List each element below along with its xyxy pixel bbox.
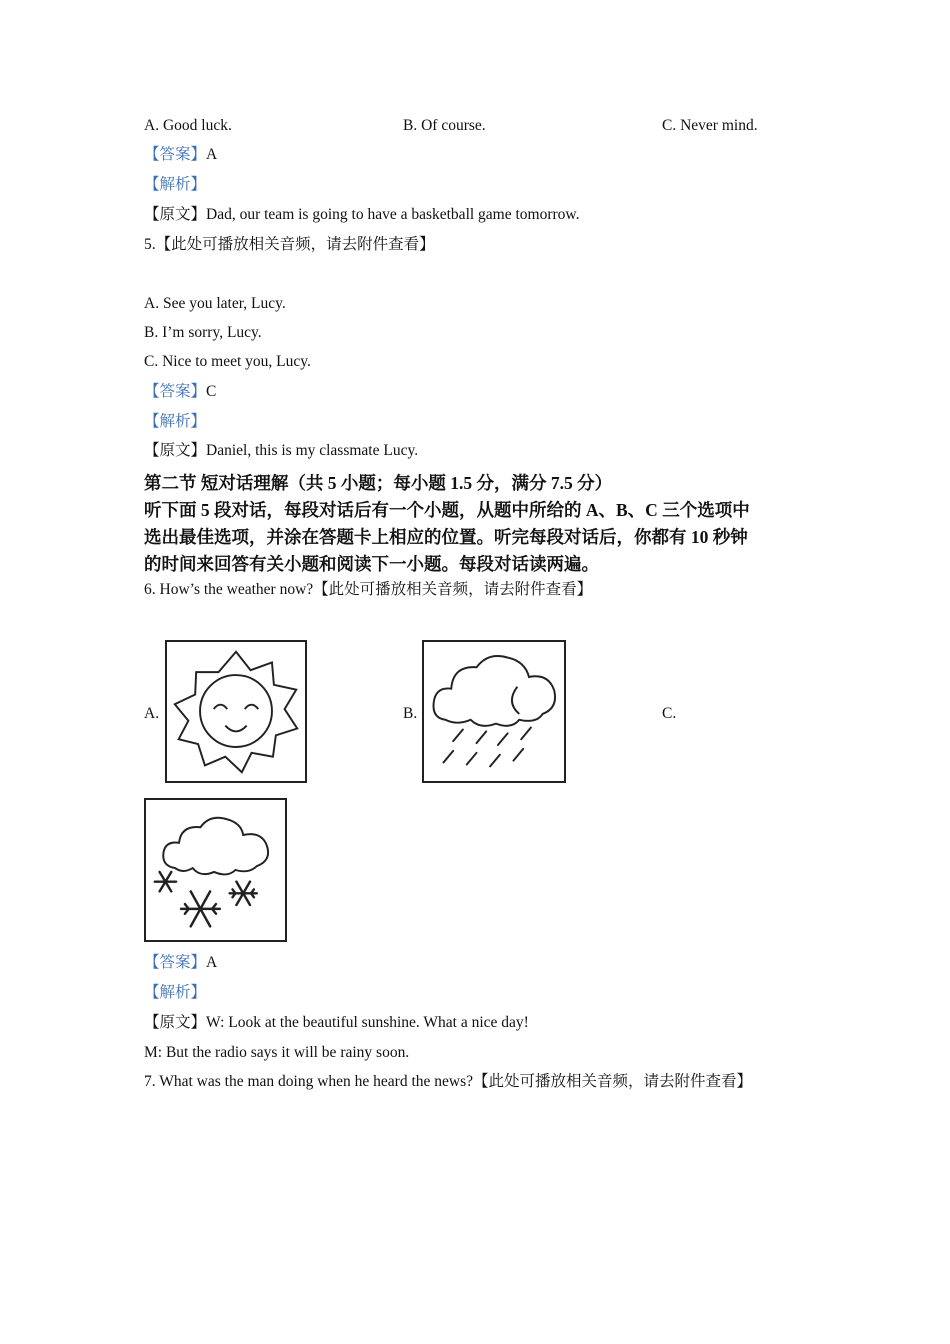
q5-analysis (144, 412, 206, 432)
question-text: 7. What was the man doing when he heard the news? (144, 1073, 473, 1090)
q5-answer (144, 382, 216, 402)
q6-question (144, 580, 592, 600)
q6-transcript (144, 1013, 529, 1033)
q5-question (144, 235, 435, 255)
analysis-tag: 【解析】 (144, 413, 207, 430)
q5-option-c: C. Nice to meet you, Lucy. (144, 353, 311, 370)
q4-transcript (144, 205, 580, 225)
sun-icon[interactable] (165, 640, 307, 783)
answer-value: A (206, 954, 218, 971)
q5-transcript (144, 441, 418, 461)
transcript-text: Daniel, this is my classmate Lucy. (206, 442, 419, 459)
question-text: 6. How’s the weather now? (144, 581, 314, 598)
q6-analysis (144, 983, 206, 1003)
q6-transcript-line-2: M: But the radio says it will be rainy soon. (144, 1044, 410, 1061)
sun-drawing (167, 642, 305, 781)
q5-option-b: B. I’m sorry, Lucy. (144, 324, 262, 341)
q4-option-c: C. Never mind. (662, 117, 758, 134)
transcript-text: W: Look at the beautiful sunshine. What a nice day! (206, 1014, 529, 1031)
transcript-tag: 【原文】 (144, 442, 207, 459)
transcript-tag: 【原文】 (144, 206, 207, 223)
audio-note[interactable]: 【此处可播放相关音频，请去附件查看】 (313, 581, 593, 598)
q6-option-c-label: C. (662, 705, 677, 722)
audio-note[interactable]: 【此处可播放相关音频，请去附件查看】 (473, 1073, 753, 1090)
snow-cloud-drawing (146, 800, 285, 940)
answer-tag: 【答案】 (144, 383, 207, 400)
q6-option-a-label: A. (144, 705, 160, 722)
answer-tag: 【答案】 (144, 954, 207, 971)
answer-value: A (206, 146, 218, 163)
transcript-tag: 【原文】 (144, 1014, 207, 1031)
q7-question (144, 1072, 752, 1092)
section-heading: 第二节 短对话理解（共 5 小题；每小题 1.5 分，满分 7.5 分） (144, 473, 613, 493)
transcript-text: Dad, our team is going to have a basketball game tomorrow. (206, 206, 580, 223)
question-number: 5. (144, 236, 156, 253)
rain-cloud-drawing (424, 642, 564, 781)
q4-answer (144, 145, 217, 165)
q6-answer (144, 953, 217, 973)
rain-cloud-icon[interactable] (422, 640, 566, 783)
q4-option-a: A. Good luck. (144, 117, 232, 134)
section-instructions-line-2: 选出最佳选项，并涂在答题卡上相应的位置。听完每段对话后，你都有 10 秒钟 (144, 527, 748, 547)
answer-tag: 【答案】 (144, 146, 207, 163)
snow-cloud-icon[interactable] (144, 798, 287, 942)
q6-option-b-label: B. (403, 705, 418, 722)
section-instructions-line-3: 的时间来回答有关小题和阅读下一小题。每段对话读两遍。 (144, 554, 599, 574)
analysis-tag: 【解析】 (144, 984, 207, 1001)
q4-option-b: B. Of course. (403, 117, 486, 134)
answer-value: C (206, 383, 217, 400)
section-instructions-line-1: 听下面 5 段对话，每段对话后有一个小题，从题中所给的 A、B、C 三个选项中 (144, 500, 750, 520)
q5-option-a: A. See you later, Lucy. (144, 295, 286, 312)
q4-analysis (144, 175, 206, 195)
audio-note[interactable]: 【此处可播放相关音频，请去附件查看】 (155, 236, 435, 253)
analysis-tag: 【解析】 (144, 176, 207, 193)
